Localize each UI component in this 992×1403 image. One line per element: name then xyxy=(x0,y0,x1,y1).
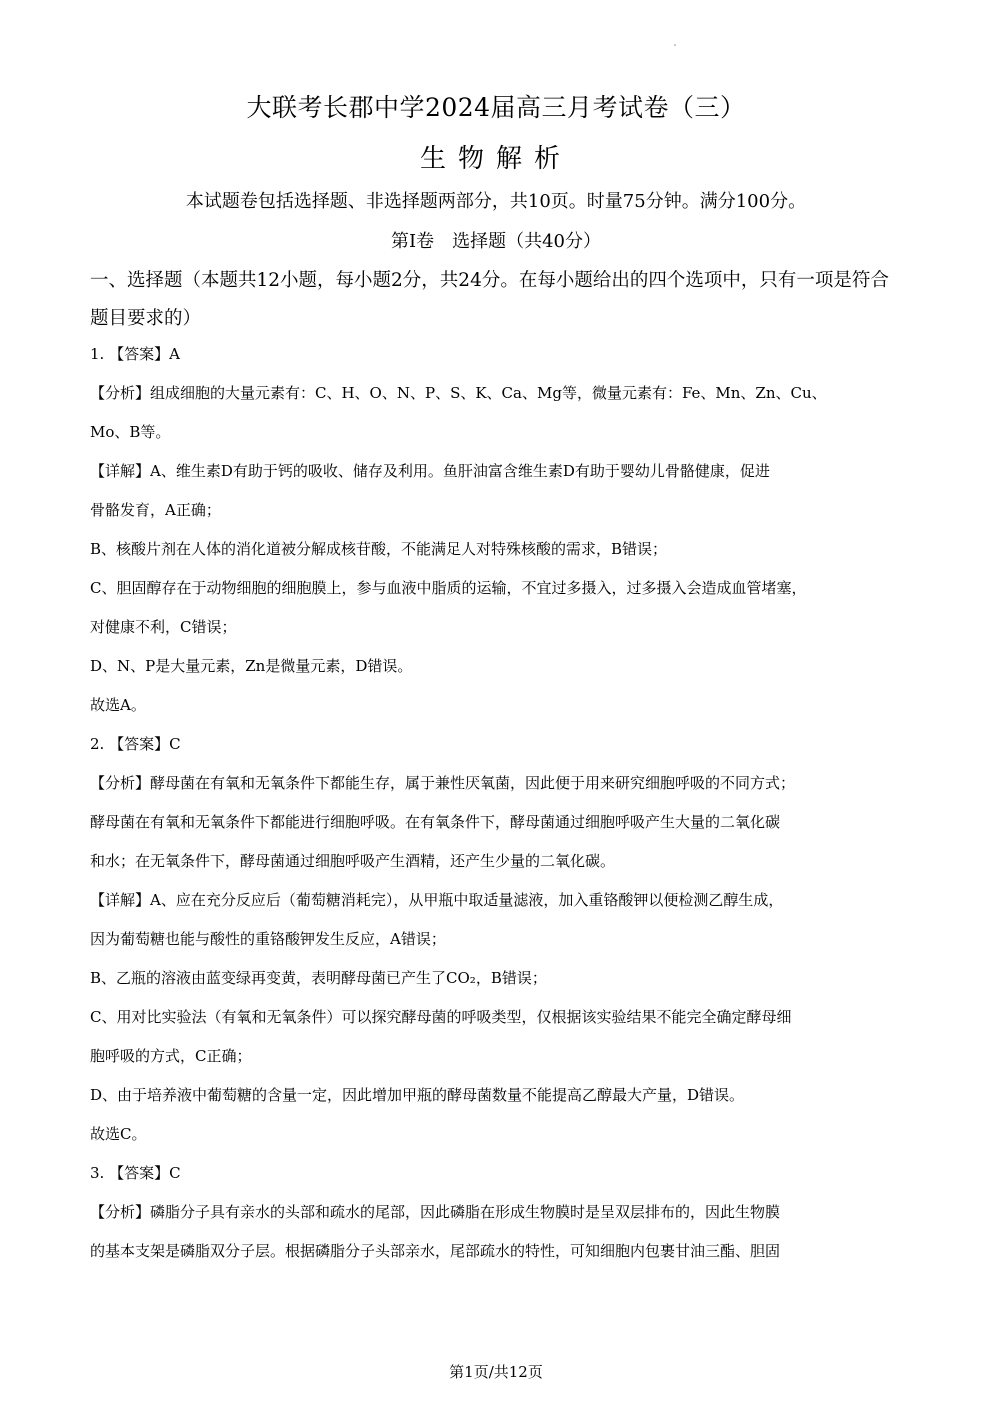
text-line: 酵母菌在有氧和无氧条件下都能进行细胞呼吸。在有氧条件下，酵母菌通过细胞呼吸产生大量的二氧化碳 xyxy=(90,813,781,831)
text-line: 故选A。 xyxy=(90,696,146,714)
text-line: 【分析】组成细胞的大量元素有：C、H、O、N、P、S、K、Ca、Mg等，微量元素有：Fe、Mn、Zn、Cu、 xyxy=(90,384,827,402)
text-line: 因为葡萄糖也能与酸性的重铬酸钾发生反应，A错误； xyxy=(90,930,446,948)
text-line: C、胆固醇存在于动物细胞的细胞膜上，参与血液中脂质的运输，不宜过多摄入，过多摄入会造成血管堵塞， xyxy=(90,579,807,597)
page-footer: 第1页/共12页 xyxy=(449,1363,543,1381)
text-line: 1. 【答案】A xyxy=(90,345,180,363)
part-title: 第Ⅰ卷 选择题（共40分） xyxy=(390,231,601,252)
text-line: 的基本支架是磷脂双分子层。根据磷脂分子头部亲水，尾部疏水的特性，可知细胞内包裹甘油三酯、胆固 xyxy=(90,1242,781,1260)
page-subtitle: 生物解析 xyxy=(419,144,572,174)
exam-intro: 本试题卷包括选择题、非选择题两部分，共10页。时量75分钟。满分100分。 xyxy=(185,191,807,212)
text-line: 【分析】酵母菌在有氧和无氧条件下都能生存，属于兼性厌氧菌，因此便于用来研究细胞呼吸的不同方式； xyxy=(90,774,796,792)
scan-dot xyxy=(674,44,676,46)
text-line: Mo、B等。 xyxy=(90,423,171,441)
text-line: C、用对比实验法（有氧和无氧条件）可以探究酵母菌的呼吸类型，仅根据该实验结果不能完全确定酵母细 xyxy=(90,1008,792,1026)
page-title: 大联考长郡中学2024届高三月考试卷（三） xyxy=(246,93,746,122)
text-line: B、核酸片剂在人体的消化道被分解成核苷酸，不能满足人对特殊核酸的需求，B错误； xyxy=(90,540,668,558)
text-line: 【分析】磷脂分子具有亲水的头部和疏水的尾部，因此磷脂在形成生物膜时是呈双层排布的，因此生物膜 xyxy=(90,1203,781,1221)
text-line: 对健康不利，C错误； xyxy=(90,618,237,636)
text-line: D、由于培养液中葡萄糖的含量一定，因此增加甲瓶的酵母菌数量不能提高乙醇最大产量，D错误。 xyxy=(90,1086,745,1104)
text-line: B、乙瓶的溶液由蓝变绿再变黄，表明酵母菌已产生了CO₂，B错误； xyxy=(90,969,547,987)
text-line: 3. 【答案】C xyxy=(90,1164,181,1182)
text-line: 2. 【答案】C xyxy=(90,735,181,753)
text-line: 胞呼吸的方式，C正确； xyxy=(90,1047,252,1065)
text-line: 故选C。 xyxy=(90,1125,147,1143)
text-line: D、N、P是大量元素，Zn是微量元素，D错误。 xyxy=(90,657,413,675)
text-line: 和水；在无氧条件下，酵母菌通过细胞呼吸产生酒精，还产生少量的二氧化碳。 xyxy=(90,852,616,870)
text-line: 【详解】A、应在充分反应后（葡萄糖消耗完），从甲瓶中取适量滤液，加入重铬酸钾以便检测乙醇生成， xyxy=(90,891,784,909)
section-heading: 一、选择题（本题共12小题，每小题2分，共24分。在每小题给出的四个选项中，只有一项是符合题目要求的） xyxy=(90,270,889,329)
text-line: 【详解】A、维生素D有助于钙的吸收、储存及利用。鱼肝油富含维生素D有助于婴幼儿骨骼健康，促进 xyxy=(90,462,770,480)
text-line: 骨骼发育，A正确； xyxy=(90,501,221,519)
